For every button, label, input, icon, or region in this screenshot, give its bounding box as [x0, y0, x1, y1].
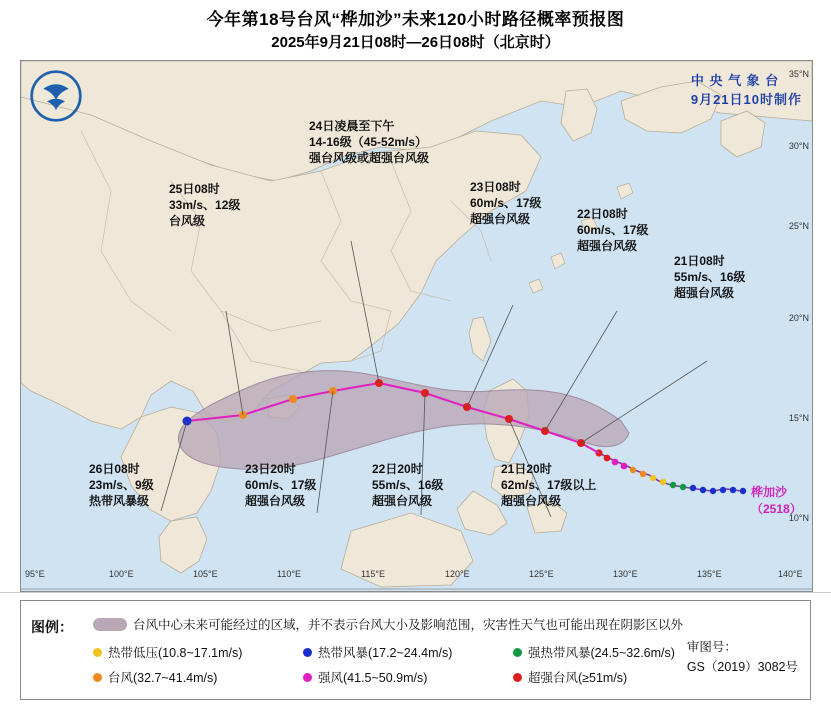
callout-line: 热带风暴级 [89, 494, 150, 508]
callout-line: 超强台风级 [372, 494, 433, 508]
lon-label: 130°E [613, 569, 638, 579]
lon-label: 120°E [445, 569, 470, 579]
legend-item-tropical-storm [303, 643, 513, 661]
callout-21st-20 [501, 461, 596, 509]
callout-line: 55m/s、16级 [674, 270, 746, 284]
callout-22nd-08 [577, 206, 648, 254]
legend-shade-note-row [93, 615, 683, 633]
callout-line: 33m/s、12级 [169, 198, 241, 212]
callout-25th-08 [169, 181, 240, 229]
intensity-dot-icon [303, 673, 312, 682]
callout-line: 14-16级（45-52m/s） [309, 135, 428, 149]
lon-label: 105°E [193, 569, 218, 579]
callout-21st-08 [674, 253, 745, 301]
callout-line: 23m/s、9级 [89, 478, 154, 492]
lon-label: 140°E [778, 569, 803, 579]
callout-line: 21日08时 [674, 254, 725, 268]
intensity-dot-icon [513, 673, 522, 682]
issuing-agency [691, 71, 802, 109]
page-subtitle: 2025年9月21日08时—26日08时（北京时） [271, 34, 560, 51]
callout-line: 25日08时 [169, 182, 220, 196]
legend-title: 图例： [31, 619, 73, 635]
lon-label: 95°E [25, 569, 45, 579]
typhoon-forecast-map[interactable] [20, 60, 813, 592]
shaded-area-swatch [93, 618, 127, 631]
callout-line: 超强台风级 [470, 212, 531, 226]
title-block [0, 8, 831, 54]
lat-label: 20°N [788, 313, 809, 323]
callout-line: 21日20时 [501, 462, 552, 476]
legend-item-label: 强风(41.5~50.9m/s) [318, 671, 428, 685]
callout-line: 23日20时 [245, 462, 296, 476]
lat-label: 10°N [788, 513, 809, 523]
legend-item-label: 台风(32.7~41.4m/s) [108, 671, 218, 685]
callout-23rd-08 [470, 179, 541, 227]
callout-line: 强台风级或超强台风级 [309, 151, 430, 165]
callout-line: 超强台风级 [245, 494, 306, 508]
agency-issued-time: 9月21日10时制作 [690, 92, 802, 107]
legend-item-label: 热带风暴(17.2~24.4m/s) [318, 646, 453, 660]
legend-shade-note: 台风中心未来可能经过的区域，并不表示台风大小及影响范围，灾害性天气也可能出现在阴影区以外 [133, 618, 684, 632]
intensity-dot-icon [513, 648, 522, 657]
lon-label: 115°E [361, 569, 385, 579]
callout-line: 22日08时 [577, 207, 628, 221]
lon-label: 125°E [529, 569, 554, 579]
lat-label: 25°N [788, 221, 809, 231]
callout-line: 62m/s、17级以上 [501, 478, 597, 492]
callout-26th-08 [89, 461, 154, 509]
callout-23rd-20 [245, 461, 316, 509]
callout-line: 24日凌晨至下午 [309, 119, 395, 133]
callout-line: 台风级 [169, 214, 206, 228]
legend-item-label: 热带低压(10.8~17.1m/s) [108, 646, 243, 660]
lat-label: 35°N [788, 69, 809, 79]
callout-line: 超强台风级 [674, 286, 735, 300]
callout-line: 超强台风级 [501, 494, 562, 508]
agency-name: 中 央 气 象 台 [690, 73, 780, 88]
callout-line: 超强台风级 [577, 239, 638, 253]
divider [0, 592, 831, 593]
approval-number: GS（2019）3082号 [686, 660, 798, 674]
intensity-dot-icon [93, 673, 102, 682]
callout-line: 26日08时 [89, 462, 140, 476]
lon-label: 100°E [109, 569, 134, 579]
callout-line: 55m/s、16级 [372, 478, 444, 492]
legend-item-label: 强热带风暴(24.5~32.6m/s) [528, 646, 675, 660]
legend-item-tropical-depression [93, 643, 303, 661]
lat-label: 15°N [788, 413, 809, 423]
legend-item-label: 超强台风(≥51m/s) [528, 671, 628, 685]
legend-item-strong-typhoon [303, 668, 513, 686]
legend-item-list [93, 643, 675, 686]
callout-line: 23日08时 [470, 180, 521, 194]
callout-22nd-20 [372, 461, 443, 509]
intensity-dot-icon [303, 648, 312, 657]
cma-logo-icon [29, 69, 83, 123]
lat-label: 30°N [788, 141, 809, 151]
page-title: 今年第18号台风“桦加沙”未来120小时路径概率预报图 [206, 10, 625, 29]
callout-line: 60m/s、17级 [470, 196, 542, 210]
callout-line: 60m/s、17级 [245, 478, 317, 492]
legend-panel [20, 600, 811, 700]
callout-24th [309, 118, 429, 166]
callout-line: 22日20时 [372, 462, 423, 476]
legend-item-typhoon [93, 668, 303, 686]
map-approval-block [687, 637, 798, 677]
intensity-dot-icon [93, 648, 102, 657]
storm-name-label: 桦加沙（2518） [751, 485, 802, 516]
approval-label: 审图号： [686, 640, 737, 654]
callout-line: 60m/s、17级 [577, 223, 649, 237]
lon-label: 135°E [697, 569, 722, 579]
lon-label: 110°E [277, 569, 301, 579]
